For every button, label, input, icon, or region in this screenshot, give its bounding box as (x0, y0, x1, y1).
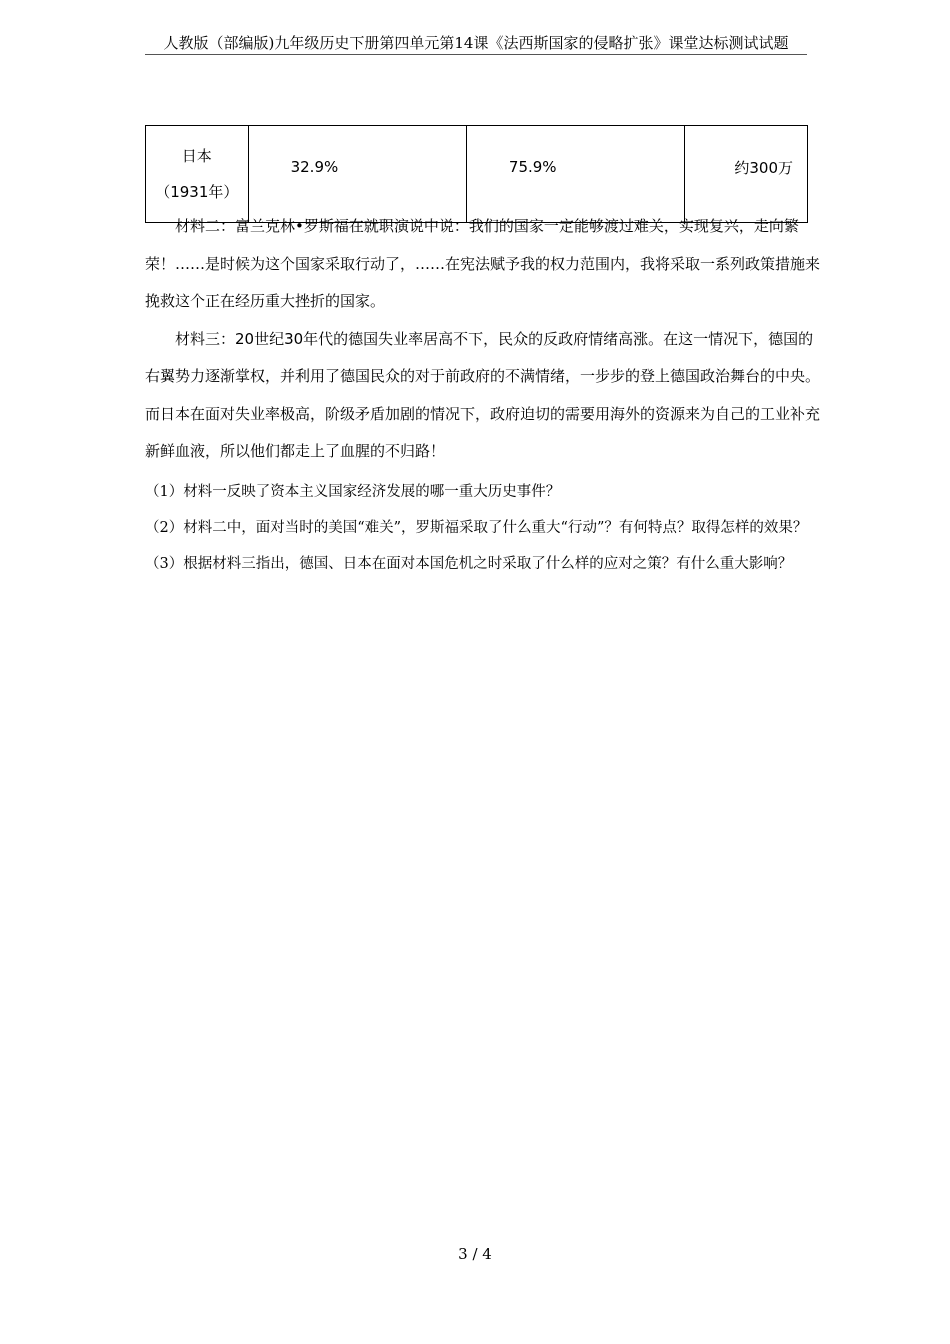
question-2: （2）材料二中，面对当时的美国“难关”，罗斯福采取了什么重大“行动”？有何特点？取得怎样的效果？ (145, 519, 808, 536)
material-two: 材料二：富兰克林•罗斯福在就职演说中说：我们的国家一定能够渡过难关，实现复兴，走向繁荣！……是时候为这个国家采取行动了，……在宪法赋予我的权力范围内，我将采取一系列政策措施来挽救这个正在经历重大挫折的国家。 (145, 217, 821, 310)
country-name: 日本 (181, 147, 212, 165)
page-header (145, 33, 807, 55)
question-3: （3）根据材料三指出，德国、日本在面对本国危机之时采取了什么样的应对之策？有什么重大影响？ (145, 555, 793, 572)
page-footer (0, 1245, 950, 1263)
page-number: 3 / 4 (458, 1245, 492, 1263)
table-cell-value1: 32.9% (248, 126, 466, 223)
document-title: 人教版（部编版)九年级历史下册第四单元第14课《法西斯国家的侵略扩张》课堂达标测试试题 (163, 34, 789, 52)
country-year: （1931年） (155, 183, 239, 201)
question-list (145, 474, 825, 582)
question-1: （1）材料一反映了资本主义国家经济发展的哪一重大历史事件？ (145, 483, 561, 500)
table-cell-value2: 75.9% (466, 126, 684, 223)
material-three: 材料三：20世纪30年代的德国失业率居高不下，民众的反政府情绪高涨。在这一情况下，德国的右翼势力逐渐掌权，并利用了德国民众的对于前政府的不满情绪，一步步的登上德国政治舞台的中央。而日本在面对失业率极高，阶级矛盾加剧的情况下，政府迫切的需要用海外的资源来为自己的工业补充新鲜血液，所以他们都走上了血腥的不归路！ (145, 329, 821, 460)
main-content (145, 208, 825, 582)
table-cell-value3: 约300万 (685, 126, 808, 223)
